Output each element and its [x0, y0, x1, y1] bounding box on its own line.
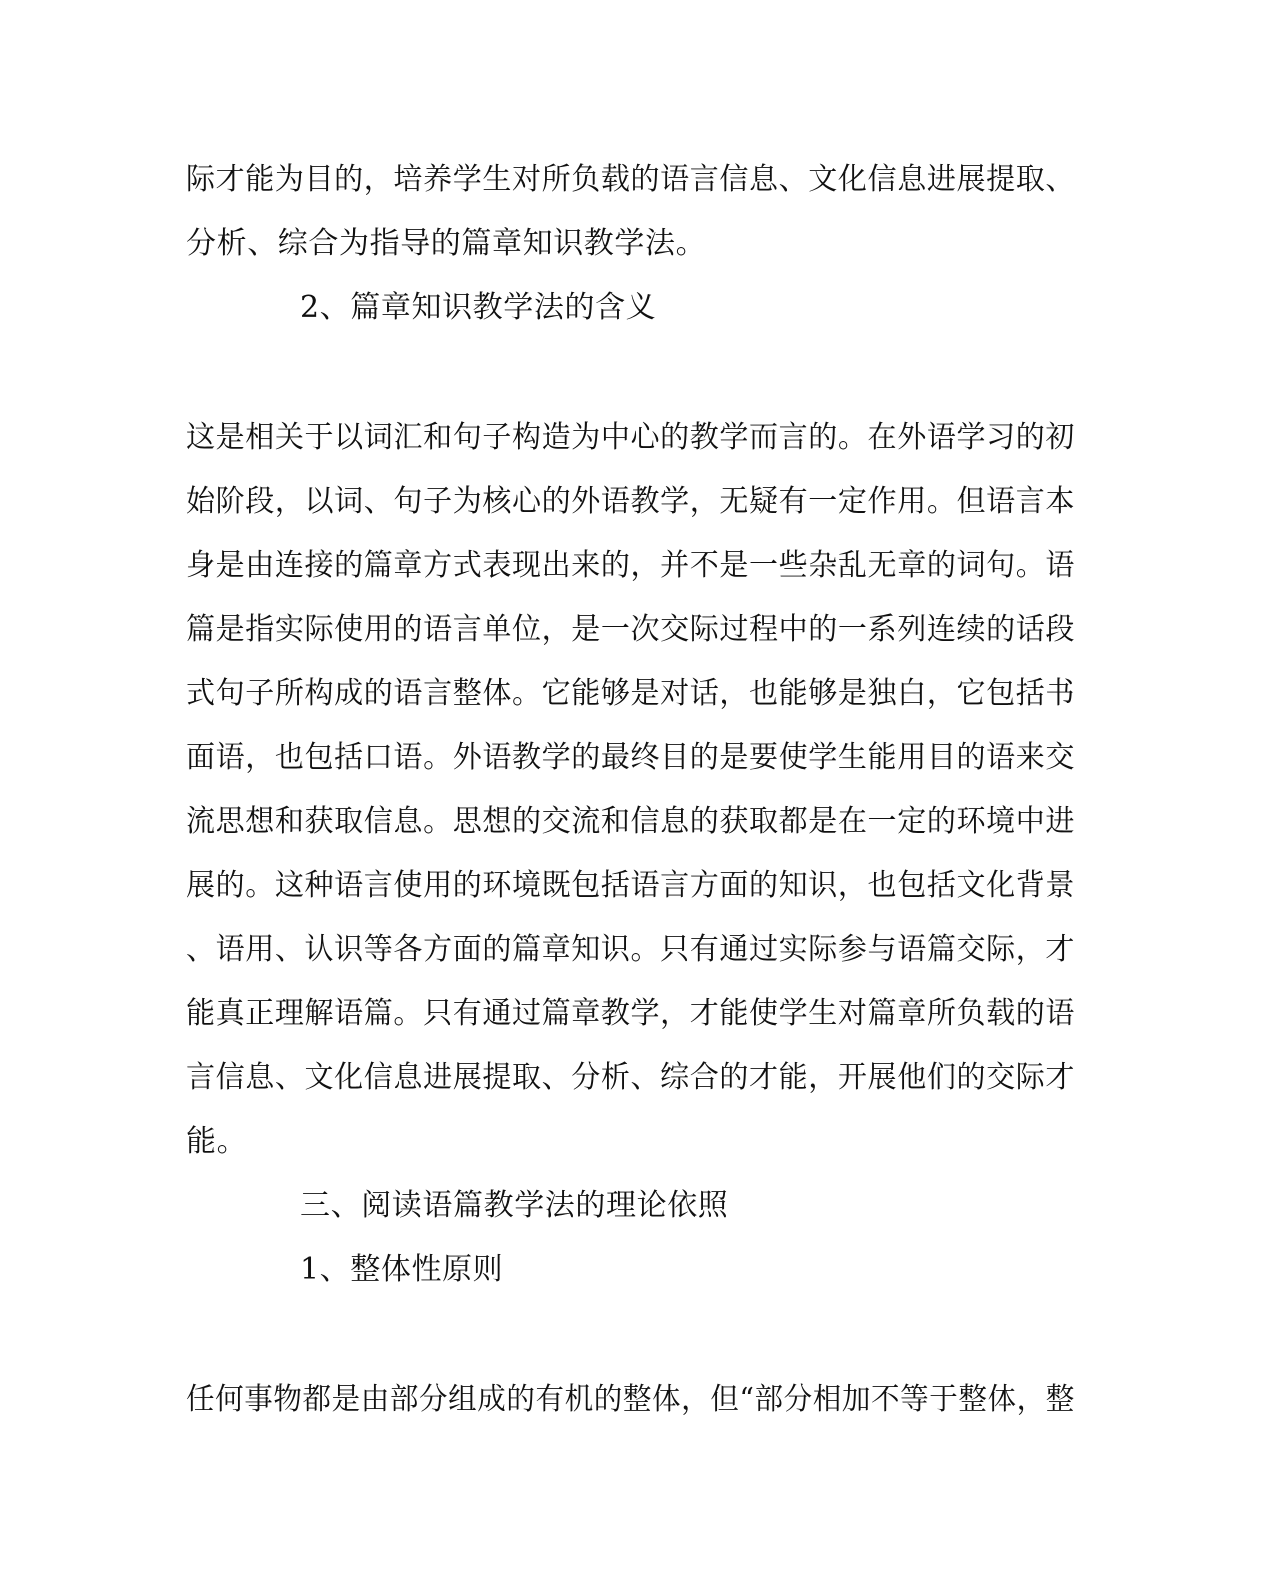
body-text-line: 这是相关于以词汇和句子构造为中心的教学而言的。在外语学习的初 [186, 420, 1075, 455]
section-heading: 2、篇章知识教学法的含义 [300, 290, 657, 325]
body-text-line: 分析、综合为指导的篇章知识教学法。 [186, 226, 707, 261]
body-text-line: 式句子所构成的语言整体。它能够是对话，也能够是独白，它包括书 [186, 676, 1075, 711]
body-text-line: 言信息、文化信息进展提取、分析、综合的才能，开展他们的交际才 [186, 1060, 1075, 1095]
body-text-line: 始阶段，以词、句子为核心的外语教学，无疑有一定作用。但语言本 [186, 484, 1075, 519]
body-text-line: 际才能为目的，培养学生对所负载的语言信息、文化信息进展提取、 [186, 162, 1075, 197]
body-text-line: 身是由连接的篇章方式表现出来的，并不是一些杂乱无章的词句。语 [186, 548, 1075, 583]
body-text-line: 篇是指实际使用的语言单位，是一次交际过程中的一系列连续的话段 [186, 612, 1075, 647]
body-text-line: 面语，也包括口语。外语教学的最终目的是要使学生能用目的语来交 [186, 740, 1075, 775]
body-text-line: 流思想和获取信息。思想的交流和信息的获取都是在一定的环境中进 [186, 804, 1075, 839]
body-text-line: 任何事物都是由部分组成的有机的整体，但“部分相加不等于整体，整 [186, 1382, 1075, 1417]
section-heading: 三、阅读语篇教学法的理论依照 [300, 1188, 729, 1223]
subsection-heading: 1、整体性原则 [300, 1252, 504, 1287]
body-text-line: 展的。这种语言使用的环境既包括语言方面的知识，也包括文化背景 [186, 868, 1075, 903]
body-text-line: 、语用、认识等各方面的篇章知识。只有通过实际参与语篇交际，才 [186, 932, 1075, 967]
body-text-line: 能。 [186, 1124, 248, 1159]
body-text-line: 能真正理解语篇。只有通过篇章教学，才能使学生对篇章所负载的语 [186, 996, 1075, 1031]
